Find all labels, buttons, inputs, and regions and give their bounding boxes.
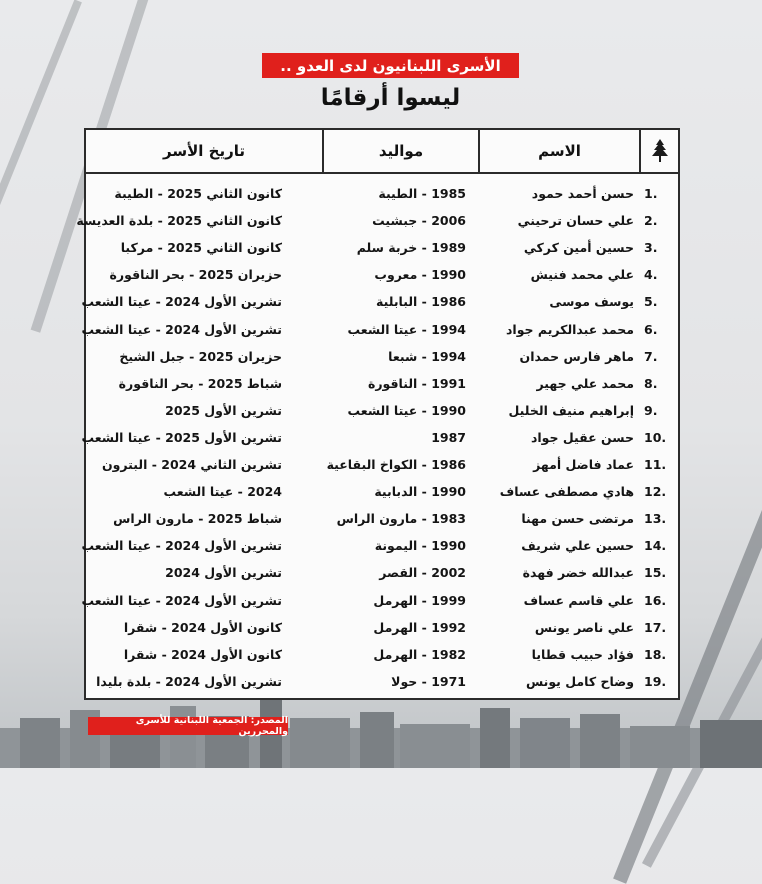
table-row: [81, 587, 678, 614]
capture-date: تشرين الأول 2024 - عيتا الشعب: [81, 321, 282, 337]
prisoner-name: ماهر فارس حمدان: [519, 348, 634, 364]
capture-date: تشرين الثاني 2024 - البترون: [101, 457, 282, 472]
birth-info: 1990 - اليمونة: [374, 538, 466, 554]
prisoner-name: حسين أمين كركي: [523, 240, 634, 256]
birth-info: 1986 - الكواخ البقاعية: [326, 457, 466, 472]
cedar-icon: [649, 138, 671, 164]
birth-info: 1990 - الدبابية: [374, 484, 466, 500]
capture-date: تشرين الأول 2024 - بلدة بليدا: [96, 673, 282, 689]
row-number: 7.: [644, 348, 658, 364]
prisoner-name: وضاح كامل يونس: [525, 673, 634, 689]
table-row: [81, 424, 678, 451]
table-row: [86, 559, 678, 586]
row-number: 4.: [644, 267, 658, 283]
prisoner-name: علي ناصر يونس: [534, 619, 634, 635]
prisoner-name: محمد عبدالكريم جواد: [506, 321, 634, 337]
row-number: 13.: [644, 511, 667, 527]
column-header-capture-date: تاريخ الأسر: [163, 142, 245, 160]
column-divider: [478, 130, 480, 172]
row-number: 17.: [644, 619, 667, 635]
table-row: [86, 614, 678, 641]
column-header-name: الاسم: [538, 142, 581, 160]
capture-date: حزيران 2025 - بحر الناقورة: [109, 267, 282, 283]
birth-info: 1994 - شبعا: [388, 348, 466, 364]
capture-date: 2024 - عيتا الشعب: [163, 484, 282, 500]
row-number: 14.: [644, 538, 667, 554]
prisoner-name: علي حسان ترحيني: [517, 213, 634, 229]
prisoner-name: عماد فاضل أمهز: [533, 457, 634, 472]
column-header-birth: مواليد: [378, 142, 424, 160]
capture-date: شباط 2025 - بحر الناقورة: [118, 375, 282, 391]
birth-info: 1971 - حولا: [391, 673, 466, 689]
table-row: [86, 234, 678, 261]
table-row: [81, 532, 678, 559]
row-number: 18.: [644, 646, 667, 662]
birth-info: 1992 - الهرمل: [373, 619, 466, 635]
prisoner-name: عبدالله خضر فهدة: [522, 565, 634, 581]
birth-info: 1990 - معروب: [374, 267, 466, 283]
row-number: 8.: [644, 375, 658, 391]
row-number: 5.: [644, 294, 658, 310]
capture-date: كانون الأول 2024 - شقرا: [123, 646, 282, 662]
table-row: [86, 668, 678, 695]
table-row: [76, 207, 678, 234]
row-number: 11.: [644, 457, 667, 472]
birth-info: 1985 - الطيبة: [378, 186, 466, 201]
row-number: 12.: [644, 484, 667, 500]
table-header: [86, 130, 678, 174]
prisoner-name: حسين علي شريف: [521, 538, 634, 554]
row-number: 1.: [644, 186, 658, 201]
birth-info: 1991 - الناقورة: [367, 375, 466, 391]
row-number: 2.: [644, 213, 658, 229]
row-number: 3.: [644, 240, 658, 256]
birth-info: 1990 - عيتا الشعب: [347, 402, 466, 418]
column-divider: [322, 130, 324, 172]
capture-date: كانون الأول 2024 - شقرا: [123, 619, 282, 635]
prisoners-table: [76, 128, 680, 700]
capture-date: تشرين الأول 2024 - عيتا الشعب: [81, 294, 282, 310]
capture-date: تشرين الأول 2024 - عيتا الشعب: [81, 538, 282, 554]
prisoner-name: محمد علي جهير: [536, 375, 634, 391]
birth-info: 2002 - القصر: [379, 565, 466, 581]
table-row: [86, 180, 678, 207]
capture-date: حزيران 2025 - جبل الشيخ: [119, 348, 282, 364]
source-credit: المصدر: الجمعية اللبنانية للأسرى والمحررين: [88, 717, 288, 735]
prisoner-name: يوسف موسى: [549, 294, 634, 310]
capture-date: تشرين الأول 2024: [165, 565, 282, 581]
row-number: 16.: [644, 592, 667, 608]
prisoner-name: هادي مصطفى عساف: [499, 484, 634, 500]
birth-info: 1983 - مارون الراس: [336, 511, 466, 527]
prisoner-name: علي محمد فنيش: [530, 267, 634, 283]
birth-info: 1986 - البابلية: [376, 294, 466, 310]
table-row: [86, 261, 678, 288]
birth-info: 1982 - الهرمل: [373, 646, 466, 662]
prisoner-name: فؤاد حبيب قطايا: [531, 646, 634, 662]
row-number: 10.: [644, 429, 667, 445]
row-number: 9.: [644, 402, 658, 418]
headline-title: ليسوا أرقامًا: [320, 85, 461, 111]
table-row: [86, 370, 678, 397]
table-row: [81, 288, 678, 315]
birth-info: 2006 - جبشيت: [372, 213, 466, 229]
row-number: 6.: [644, 321, 658, 337]
birth-info: 1987: [431, 429, 466, 445]
prisoner-name: حسن عقيل جواد: [530, 429, 634, 445]
prisoner-name: علي قاسم عساف: [523, 592, 634, 608]
prisoner-name: حسن أحمد حمود: [531, 186, 634, 201]
column-divider: [639, 130, 641, 172]
capture-date: كانون الثاني 2025 - مركبا: [120, 240, 282, 256]
table-row: [86, 505, 678, 532]
capture-date: تشرين الأول 2024 - عيتا الشعب: [81, 592, 282, 608]
capture-date: تشرين الأول 2025: [165, 402, 282, 418]
headline-red-banner: الأسرى اللبنانيون لدى العدو ..: [262, 53, 519, 78]
capture-date: كانون الثاني 2025 - بلدة العديسة: [76, 213, 282, 229]
capture-date: شباط 2025 - مارون الراس: [113, 511, 282, 527]
row-number: 19.: [644, 673, 667, 689]
table-row: [81, 316, 678, 343]
capture-date: تشرين الأول 2025 - عيتا الشعب: [81, 429, 282, 445]
prisoner-name: إبراهيم منيف الخليل: [508, 402, 634, 418]
table-row: [86, 478, 678, 505]
table-row: [86, 343, 678, 370]
birth-info: 1999 - الهرمل: [373, 592, 466, 608]
table-row: [86, 641, 678, 668]
table-row: [86, 397, 678, 424]
table-row: [86, 451, 678, 478]
birth-info: 1994 - عيتا الشعب: [347, 321, 466, 337]
birth-info: 1989 - خربة سلم: [356, 240, 466, 256]
capture-date: كانون الثاني 2025 - الطيبة: [114, 186, 282, 201]
row-number: 15.: [644, 565, 667, 581]
prisoner-name: مرتضى حسن مهنا: [521, 511, 634, 527]
